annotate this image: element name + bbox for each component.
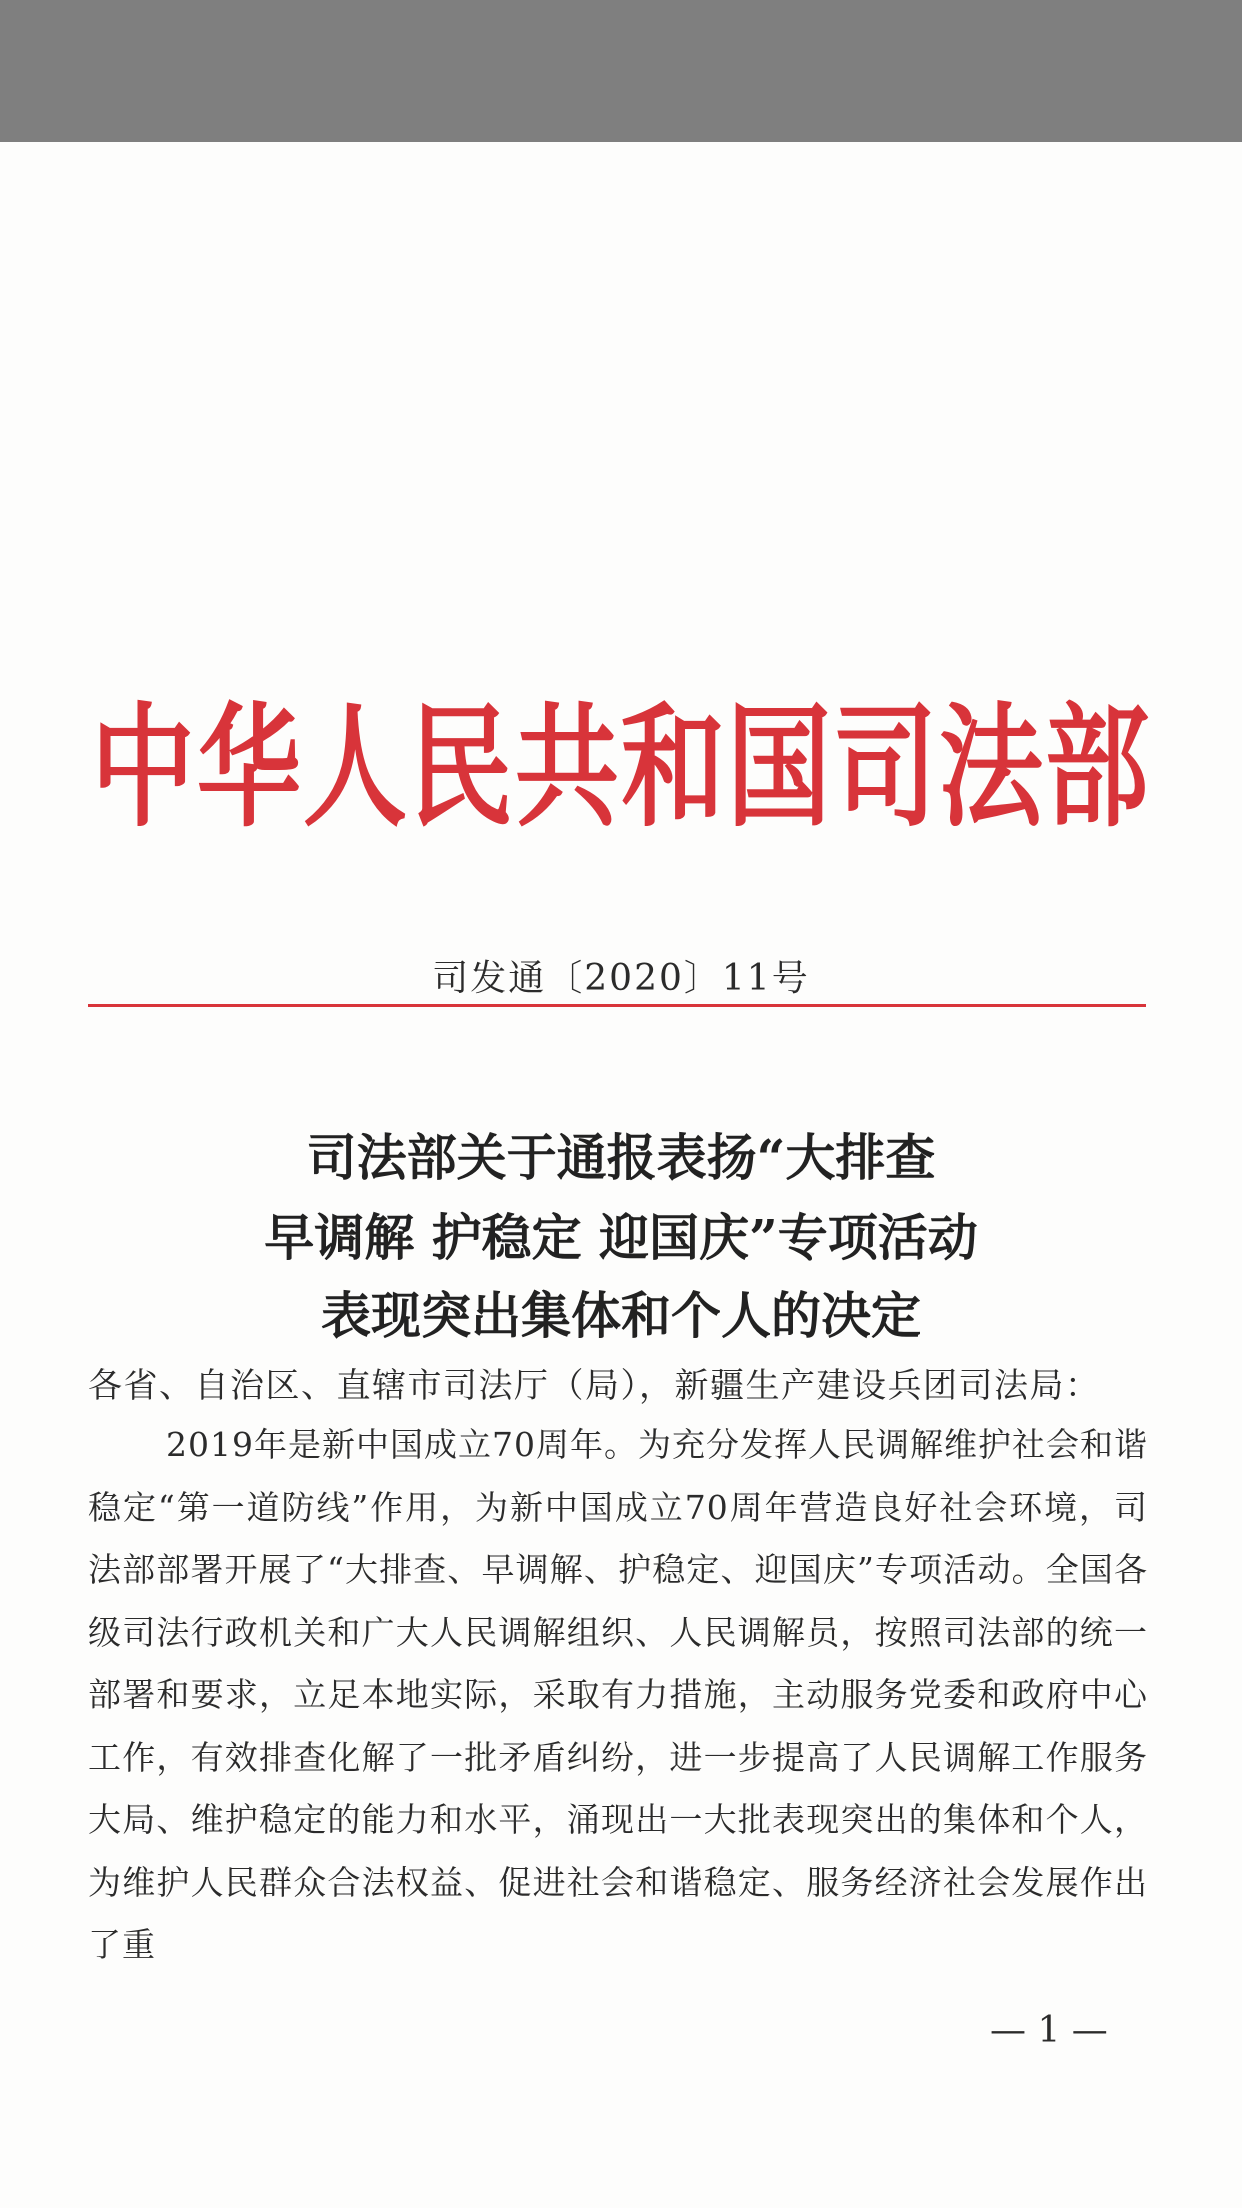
salutation: 各省、自治区、直辖市司法厅（局），新疆生产建设兵团司法局： — [88, 1366, 1101, 1406]
document-number: 司发通〔2020〕11号 — [432, 958, 810, 999]
document-title-line-2: 早调解 护稳定 迎国庆”专项活动 — [264, 1208, 978, 1267]
viewer-top-bar — [0, 0, 1242, 142]
red-separator-line — [88, 1004, 1146, 1007]
document-title-line-3: 表现突出集体和个人的决定 — [321, 1286, 921, 1345]
issuer-masthead: 中华人民共和国司法部 — [90, 688, 1151, 846]
body-paragraph: 2019年是新中国成立70周年。为充分发挥人民调解维护社会和谐稳定“第一道防线”作用，为新中国成立70周年营造良好社会环境，司法部部署开展了“大排查、早调解、护稳定、迎国庆”专项活动。全国各级司法行政机关和广大人民调解组织、人民调解员，按照司法部的统一部署和要求，立足本地实际，采取有力措施，主动服务党委和政府中心工作，有效排查化解了一批矛盾纠纷，进一步提高了人民调解工作服务大局、维护稳定的能力和水平，涌现出一大批表现突出的集体和个人，为维护人民群众合法权益、促进社会和谐稳定、服务经济社会发展作出了重 — [88, 1425, 1148, 1964]
document-title-line-1: 司法部关于通报表扬“大排查 — [306, 1128, 936, 1187]
page-number: — 1 — — [990, 2010, 1108, 2051]
